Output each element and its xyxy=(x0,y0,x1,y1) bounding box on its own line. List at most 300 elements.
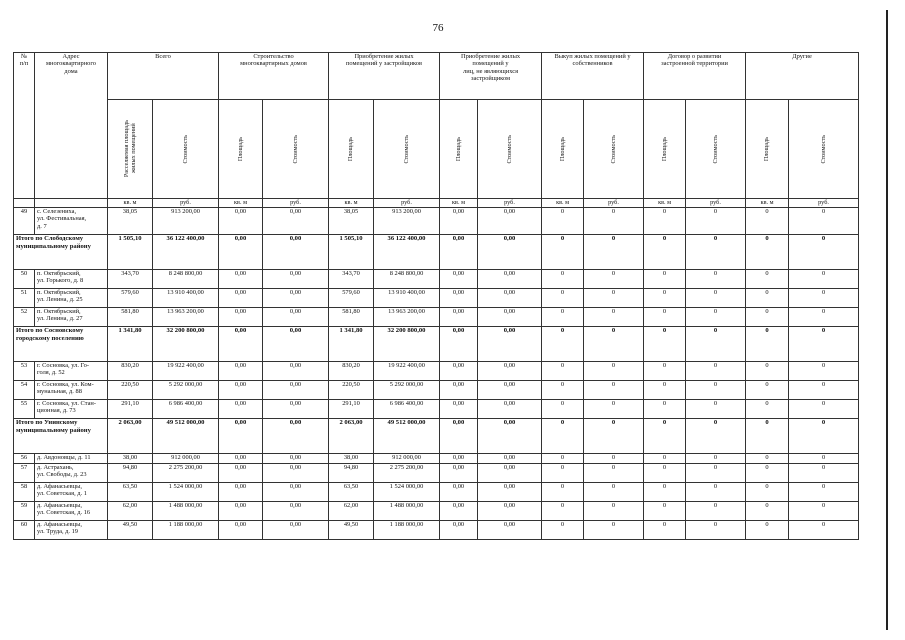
cell-value: 220,50 xyxy=(329,381,374,400)
subheader-area-label: Площадь xyxy=(558,136,566,162)
cell-value: 0 xyxy=(584,381,644,400)
cell-value: 0 xyxy=(686,289,746,308)
cell-value: 1 488 000,00 xyxy=(374,502,440,521)
row-number: 59 xyxy=(14,502,35,521)
table-row xyxy=(14,289,859,308)
cell-value: 0 xyxy=(644,521,686,540)
cell-value: 0 xyxy=(644,502,686,521)
cell-value: 0 xyxy=(542,270,584,289)
cell-value: 0,00 xyxy=(219,327,263,362)
cell-value: 13 910 400,00 xyxy=(153,289,219,308)
cell-value: 0 xyxy=(746,464,789,483)
cell-value: 62,00 xyxy=(329,502,374,521)
cell-value: 1 188 000,00 xyxy=(153,521,219,540)
cell-value: 0,00 xyxy=(440,362,478,381)
cell-value: 0,00 xyxy=(478,502,542,521)
unit-label: руб. xyxy=(478,199,542,208)
cell-value: 0 xyxy=(542,381,584,400)
cell-value: 2 275 200,00 xyxy=(153,464,219,483)
cell-value: 0 xyxy=(746,419,789,454)
cell-value: 0 xyxy=(686,308,746,327)
cell-value: 1 341,80 xyxy=(108,327,153,362)
cell-value: 581,80 xyxy=(108,308,153,327)
header-group-development: Договор о развитии застроенной территории xyxy=(644,53,746,100)
cell-value: 0 xyxy=(686,464,746,483)
cell-value: 0 xyxy=(644,419,686,454)
cell-value: 63,50 xyxy=(108,483,153,502)
row-address: п. Октябрьский, ул. Ленина, д. 27 xyxy=(35,308,108,327)
cell-value: 0 xyxy=(686,483,746,502)
row-address: д. Афанасьевцы, ул. Труда, д. 19 xyxy=(35,521,108,540)
cell-value: 343,70 xyxy=(108,270,153,289)
cell-value: 0,00 xyxy=(440,327,478,362)
cell-value: 0,00 xyxy=(478,362,542,381)
cell-value: 0,00 xyxy=(478,454,542,464)
cell-value: 0,00 xyxy=(478,464,542,483)
cell-value: 13 963 200,00 xyxy=(374,308,440,327)
subheader-area xyxy=(644,100,686,199)
row-address: г. Сосновка, ул. Го- голя, д. 52 xyxy=(35,362,108,381)
cell-value: 0,00 xyxy=(263,464,329,483)
cell-value: 94,80 xyxy=(108,464,153,483)
cell-value: 0,00 xyxy=(263,362,329,381)
cell-value: 0 xyxy=(789,208,859,235)
row-number: 49 xyxy=(14,208,35,235)
subtotal-label: Итого по Сосновскому городскому поселению xyxy=(14,327,108,362)
subheader-area-label: Площадь xyxy=(763,136,771,162)
cell-value: 0,00 xyxy=(440,502,478,521)
subheader-area-label: Площадь xyxy=(660,136,668,162)
table-row xyxy=(14,464,859,483)
table-row xyxy=(14,454,859,464)
cell-value: 0,00 xyxy=(440,270,478,289)
cell-value: 0 xyxy=(746,308,789,327)
cell-value: 0 xyxy=(644,381,686,400)
row-number: 50 xyxy=(14,270,35,289)
table-row xyxy=(14,308,859,327)
cell-value: 0,00 xyxy=(263,270,329,289)
cell-value: 0 xyxy=(584,419,644,454)
cell-value: 291,10 xyxy=(329,400,374,419)
unit-label: руб. xyxy=(374,199,440,208)
row-address: п. Октябрьский, ул. Горького, д. 8 xyxy=(35,270,108,289)
subtotal-label: Итого по Слободскому муниципальному району xyxy=(14,235,108,270)
cell-value: 0,00 xyxy=(440,208,478,235)
subheader-area-label: Площадь xyxy=(236,136,244,162)
table-row xyxy=(14,270,859,289)
cell-value: 0 xyxy=(584,483,644,502)
cell-value: 0 xyxy=(789,521,859,540)
cell-value: 0,00 xyxy=(263,289,329,308)
subheader-area-label: Площадь xyxy=(347,136,355,162)
cell-value: 0,00 xyxy=(440,454,478,464)
row-number: 54 xyxy=(14,381,35,400)
resettlement-table xyxy=(13,52,859,540)
cell-value: 0,00 xyxy=(263,483,329,502)
cell-value: 0,00 xyxy=(478,270,542,289)
cell-value: 13 910 400,00 xyxy=(374,289,440,308)
cell-value: 220,50 xyxy=(108,381,153,400)
cell-value: 0 xyxy=(542,454,584,464)
cell-value: 0,00 xyxy=(440,464,478,483)
cell-value: 0 xyxy=(584,289,644,308)
unit-label: кв. м xyxy=(644,199,686,208)
table-row xyxy=(14,400,859,419)
cell-value: 0,00 xyxy=(440,381,478,400)
cell-value: 13 963 200,00 xyxy=(153,308,219,327)
cell-value: 1 341,80 xyxy=(329,327,374,362)
table-row xyxy=(14,362,859,381)
cell-value: 0 xyxy=(789,362,859,381)
cell-value: 0 xyxy=(789,464,859,483)
cell-value: 0 xyxy=(789,502,859,521)
table-row xyxy=(14,483,859,502)
scan-edge-line xyxy=(886,10,888,630)
cell-value: 19 922 400,00 xyxy=(153,362,219,381)
cell-value: 0,00 xyxy=(263,454,329,464)
cell-value: 0 xyxy=(644,454,686,464)
cell-value: 0 xyxy=(746,208,789,235)
cell-value: 913 200,00 xyxy=(153,208,219,235)
unit-label: руб. xyxy=(789,199,859,208)
cell-value: 0 xyxy=(686,502,746,521)
cell-value: 0 xyxy=(644,327,686,362)
cell-value: 0,00 xyxy=(440,400,478,419)
cell-value: 5 292 000,00 xyxy=(153,381,219,400)
unit-label: кв. м xyxy=(746,199,789,208)
cell-value: 0,00 xyxy=(263,381,329,400)
cell-value: 0,00 xyxy=(219,289,263,308)
cell-value: 0 xyxy=(584,502,644,521)
cell-value: 579,60 xyxy=(108,289,153,308)
table-row xyxy=(14,502,859,521)
row-number: 52 xyxy=(14,308,35,327)
cell-value: 0 xyxy=(746,381,789,400)
cell-value: 0 xyxy=(746,235,789,270)
table-row xyxy=(14,381,859,400)
cell-value: 0,00 xyxy=(478,308,542,327)
row-address: п. Октябрьский, ул. Ленина, д. 25 xyxy=(35,289,108,308)
cell-value: 0 xyxy=(686,521,746,540)
cell-value: 0 xyxy=(584,464,644,483)
cell-value: 0,00 xyxy=(478,208,542,235)
cell-value: 0,00 xyxy=(263,308,329,327)
unit-label: кв. м xyxy=(440,199,478,208)
cell-value: 2 063,00 xyxy=(108,419,153,454)
cell-value: 0 xyxy=(644,483,686,502)
cell-value: 0 xyxy=(644,308,686,327)
cell-value: 0 xyxy=(542,483,584,502)
cell-value: 0 xyxy=(746,454,789,464)
cell-value: 0,00 xyxy=(219,419,263,454)
cell-value: 0 xyxy=(746,400,789,419)
header-group-buyout: Выкуп жилых помещений у собственников xyxy=(542,53,644,100)
subheader-area xyxy=(440,100,478,199)
cell-value: 0 xyxy=(542,502,584,521)
cell-value: 0,00 xyxy=(219,483,263,502)
header-group-construction: Строительство многоквартирных домов xyxy=(219,53,329,100)
cell-value: 0 xyxy=(584,400,644,419)
cell-value: 0 xyxy=(644,464,686,483)
header-group-developers: Приобретение жилых помещений у застройщиков xyxy=(329,53,440,100)
cell-value: 0 xyxy=(644,270,686,289)
unit-label: кв. м xyxy=(542,199,584,208)
row-address: д. Афанасьевцы, ул. Советская, д. 16 xyxy=(35,502,108,521)
cell-value: 49 512 000,00 xyxy=(153,419,219,454)
row-number: 57 xyxy=(14,464,35,483)
row-number: 58 xyxy=(14,483,35,502)
unit-label: кв. м xyxy=(329,199,374,208)
cell-value: 912 000,00 xyxy=(374,454,440,464)
cell-value: 0 xyxy=(746,289,789,308)
cell-value: 0 xyxy=(789,327,859,362)
subheader-area xyxy=(219,100,263,199)
cell-value: 0 xyxy=(542,208,584,235)
table-row xyxy=(14,208,859,235)
cell-value: 0 xyxy=(584,308,644,327)
cell-value: 0 xyxy=(789,270,859,289)
cell-value: 0 xyxy=(686,327,746,362)
cell-value: 0 xyxy=(789,381,859,400)
cell-value: 0,00 xyxy=(219,381,263,400)
row-address: г. Сосновка, ул. Ком- мунальная, д. 88 xyxy=(35,381,108,400)
cell-value: 0 xyxy=(542,327,584,362)
cell-value: 0,00 xyxy=(219,362,263,381)
cell-value: 0,00 xyxy=(478,400,542,419)
cell-value: 5 292 000,00 xyxy=(374,381,440,400)
subheader-area-label: Площадь xyxy=(454,136,462,162)
page-number: 76 xyxy=(432,22,444,34)
cell-value: 49,50 xyxy=(329,521,374,540)
cell-value: 0,00 xyxy=(219,502,263,521)
cell-value: 0 xyxy=(789,419,859,454)
subheader-cost-label: Стоимость xyxy=(402,134,410,164)
cell-value: 912 000,00 xyxy=(153,454,219,464)
cell-value: 0,00 xyxy=(263,419,329,454)
cell-value: 0,00 xyxy=(440,308,478,327)
cell-value: 0 xyxy=(746,483,789,502)
subtotal-row xyxy=(14,419,859,454)
cell-value: 0 xyxy=(584,270,644,289)
cell-value: 8 248 800,00 xyxy=(153,270,219,289)
row-number: 60 xyxy=(14,521,35,540)
cell-value: 49 512 000,00 xyxy=(374,419,440,454)
subtotal-label: Итого по Унинскому муниципальному району xyxy=(14,419,108,454)
cell-value: 63,50 xyxy=(329,483,374,502)
row-address: д. Авдоновцы, д. 11 xyxy=(35,454,108,464)
cell-value: 0,00 xyxy=(219,208,263,235)
cell-value: 1 524 000,00 xyxy=(374,483,440,502)
cell-value: 0 xyxy=(584,208,644,235)
cell-value: 0 xyxy=(542,308,584,327)
unit-label: руб. xyxy=(153,199,219,208)
cell-value: 0,00 xyxy=(219,308,263,327)
cell-value: 913 200,00 xyxy=(374,208,440,235)
cell-value: 0,00 xyxy=(219,400,263,419)
cell-value: 830,20 xyxy=(329,362,374,381)
subheader-cost-label: Стоимость xyxy=(609,134,617,164)
cell-value: 1 188 000,00 xyxy=(374,521,440,540)
cell-value: 0 xyxy=(686,270,746,289)
cell-value: 36 122 400,00 xyxy=(153,235,219,270)
cell-value: 0,00 xyxy=(440,235,478,270)
subheader-cost xyxy=(584,100,644,199)
cell-value: 38,00 xyxy=(329,454,374,464)
cell-value: 0,00 xyxy=(478,327,542,362)
cell-value: 0 xyxy=(686,235,746,270)
cell-value: 38,00 xyxy=(108,454,153,464)
cell-value: 0 xyxy=(644,208,686,235)
cell-value: 0,00 xyxy=(440,483,478,502)
cell-value: 38,05 xyxy=(108,208,153,235)
cell-value: 0 xyxy=(542,464,584,483)
subheader-cost-label: Стоимость xyxy=(505,134,513,164)
header-group-non-developers: Приобретение жилых помещений у лиц, не являющихся застройщиком xyxy=(440,53,542,100)
subheader-cost-label: Стоимость xyxy=(711,134,719,164)
cell-value: 0 xyxy=(644,235,686,270)
cell-value: 0 xyxy=(789,235,859,270)
subheader-total_area xyxy=(108,100,153,199)
cell-value: 6 986 400,00 xyxy=(153,400,219,419)
cell-value: 0 xyxy=(542,419,584,454)
cell-value: 0 xyxy=(644,362,686,381)
subtotal-row xyxy=(14,327,859,362)
cell-value: 0 xyxy=(686,400,746,419)
cell-value: 0 xyxy=(584,362,644,381)
cell-value: 0 xyxy=(746,502,789,521)
cell-value: 0,00 xyxy=(263,400,329,419)
row-number: 53 xyxy=(14,362,35,381)
cell-value: 0 xyxy=(542,521,584,540)
subheader-area xyxy=(542,100,584,199)
cell-value: 343,70 xyxy=(329,270,374,289)
cell-value: 0,00 xyxy=(478,235,542,270)
cell-value: 0,00 xyxy=(263,327,329,362)
cell-value: 19 922 400,00 xyxy=(374,362,440,381)
cell-value: 0,00 xyxy=(440,521,478,540)
header-address: Адрес многоквартирного дома xyxy=(35,53,108,199)
cell-value: 8 248 800,00 xyxy=(374,270,440,289)
cell-value: 291,10 xyxy=(108,400,153,419)
cell-value: 0,00 xyxy=(219,521,263,540)
cell-value: 36 122 400,00 xyxy=(374,235,440,270)
cell-value: 0 xyxy=(644,400,686,419)
cell-value: 0,00 xyxy=(219,454,263,464)
cell-value: 0 xyxy=(686,362,746,381)
cell-value: 0 xyxy=(746,270,789,289)
cell-value: 0,00 xyxy=(478,289,542,308)
cell-value: 0 xyxy=(789,308,859,327)
cell-value: 1 488 000,00 xyxy=(153,502,219,521)
subtotal-row xyxy=(14,235,859,270)
cell-value: 0,00 xyxy=(478,521,542,540)
cell-value: 0 xyxy=(542,289,584,308)
cell-value: 1 524 000,00 xyxy=(153,483,219,502)
cell-value: 0,00 xyxy=(263,521,329,540)
subheader-total_area-label: Расселяемая площадь жилых помещений xyxy=(122,120,137,178)
header-group-total: Всего xyxy=(108,53,219,100)
header-no: № п/п xyxy=(14,53,35,199)
cell-value: 0,00 xyxy=(440,289,478,308)
cell-value: 0 xyxy=(686,381,746,400)
cell-value: 0,00 xyxy=(478,419,542,454)
cell-value: 0 xyxy=(746,521,789,540)
cell-value: 1 505,10 xyxy=(108,235,153,270)
unit-label: руб. xyxy=(686,199,746,208)
cell-value: 0 xyxy=(584,521,644,540)
cell-value: 1 505,10 xyxy=(329,235,374,270)
header-group-other: Другие xyxy=(746,53,859,100)
cell-value: 581,80 xyxy=(329,308,374,327)
cell-value: 2 063,00 xyxy=(329,419,374,454)
cell-value: 0 xyxy=(789,400,859,419)
cell-value: 0 xyxy=(686,454,746,464)
cell-value: 0 xyxy=(789,454,859,464)
cell-value: 94,80 xyxy=(329,464,374,483)
subheader-cost xyxy=(263,100,329,199)
unit-label: кв. м xyxy=(108,199,153,208)
cell-value: 0,00 xyxy=(478,483,542,502)
subheader-cost xyxy=(686,100,746,199)
cell-value: 0 xyxy=(584,327,644,362)
cell-value: 0 xyxy=(584,235,644,270)
cell-value: 32 200 800,00 xyxy=(374,327,440,362)
cell-value: 32 200 800,00 xyxy=(153,327,219,362)
subheader-cost xyxy=(153,100,219,199)
cell-value: 6 986 400,00 xyxy=(374,400,440,419)
units-row xyxy=(14,199,859,208)
units-empty xyxy=(14,199,35,208)
cell-value: 0,00 xyxy=(478,381,542,400)
cell-value: 0 xyxy=(584,454,644,464)
cell-value: 0,00 xyxy=(219,235,263,270)
cell-value: 0,00 xyxy=(263,502,329,521)
subheader-cost-label: Стоимость xyxy=(291,134,299,164)
subheader-cost-label: Стоимость xyxy=(181,134,189,164)
subheader-area xyxy=(329,100,374,199)
cell-value: 0,00 xyxy=(440,419,478,454)
cell-value: 49,50 xyxy=(108,521,153,540)
row-address: г. Сосновка, ул. Стан- ционная, д. 73 xyxy=(35,400,108,419)
cell-value: 830,20 xyxy=(108,362,153,381)
cell-value: 0 xyxy=(644,289,686,308)
row-number: 51 xyxy=(14,289,35,308)
cell-value: 0,00 xyxy=(263,235,329,270)
cell-value: 38,05 xyxy=(329,208,374,235)
cell-value: 0 xyxy=(542,400,584,419)
subheader-cost-label: Стоимость xyxy=(819,134,827,164)
cell-value: 0,00 xyxy=(263,208,329,235)
row-number: 56 xyxy=(14,454,35,464)
header-row-subcolumns xyxy=(14,100,859,199)
cell-value: 0,00 xyxy=(219,464,263,483)
subheader-area xyxy=(746,100,789,199)
unit-label: руб. xyxy=(263,199,329,208)
units-empty xyxy=(35,199,108,208)
cell-value: 0 xyxy=(686,419,746,454)
cell-value: 579,60 xyxy=(329,289,374,308)
subheader-cost xyxy=(789,100,859,199)
header-row-groups xyxy=(14,53,859,100)
cell-value: 2 275 200,00 xyxy=(374,464,440,483)
cell-value: 0 xyxy=(542,362,584,381)
row-address: д. Астрахань, ул. Свободы, д. 23 xyxy=(35,464,108,483)
cell-value: 0,00 xyxy=(219,270,263,289)
subheader-cost xyxy=(478,100,542,199)
row-address: д. Афанасьевцы, ул. Советская, д. 1 xyxy=(35,483,108,502)
cell-value: 62,00 xyxy=(108,502,153,521)
table-row xyxy=(14,521,859,540)
